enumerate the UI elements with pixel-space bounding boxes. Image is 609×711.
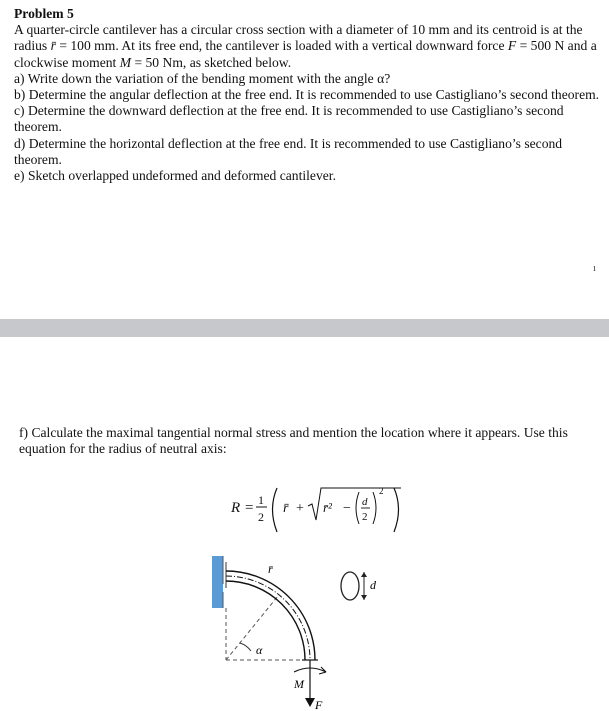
beam-outer-edge (226, 571, 315, 660)
moment-label: M (294, 677, 304, 691)
eq-rbar-squared: r̄² (323, 500, 332, 515)
question-a: a) Write down the variation of the bending moment with the angle α? (14, 70, 391, 86)
radius-dashed-line (226, 596, 278, 660)
intro-part-2: = 100 mm. At its free end, the cantilever is loaded with a vertical downward force (55, 38, 508, 54)
eq-numerator: 1 (258, 493, 264, 507)
eq-rbar: r̄ (283, 501, 289, 516)
diameter-arrow-top (361, 572, 367, 577)
question-e: e) Sketch overlapped undeformed and deformed cantilever. (14, 168, 336, 184)
force-arrowhead (305, 698, 315, 707)
eq-denominator: 2 (258, 510, 264, 524)
neutral-axis-equation (225, 476, 405, 542)
alpha-label: α (256, 643, 263, 657)
question-f: f) Calculate the maximal tangential normal stress and mention the location where it appears. Use this equation for the radius of neutral axis: (19, 425, 568, 457)
force-label: F (315, 698, 323, 711)
beam-inner-edge (226, 581, 305, 660)
problem-title: Problem 5 (14, 6, 74, 21)
diameter-arrow-bottom (361, 595, 367, 600)
eq-inner-denominator: 2 (362, 511, 368, 523)
eq-inner-paren-left (356, 492, 359, 524)
diameter-label: d (370, 578, 376, 592)
eq-inner-paren-right (373, 492, 376, 524)
symbol-F: F (507, 38, 517, 54)
radius-label: r̄ (268, 562, 273, 576)
symbol-M: M (119, 54, 132, 70)
question-b: b) Determine the angular deflection at the free end. It is recommended to use Castigliano’s second theorem. (14, 87, 600, 103)
eq-plus: + (296, 501, 304, 516)
angle-arc (240, 643, 251, 651)
cantilever-figure (190, 548, 430, 711)
eq-exponent: 2 (379, 486, 384, 496)
problem-intro (14, 22, 602, 71)
intro-part-1: A quarter-circle cantilever has a circular cross section with a diameter of 10 mm and its centroid is at the radius (14, 22, 583, 54)
symbol-r-bar: r̄ (50, 38, 56, 54)
eq-paren-right (394, 488, 399, 532)
fixed-support-wall (212, 556, 223, 608)
problem-text (14, 6, 602, 184)
intro-part-4: = 50 Nm, as sketched below. (131, 54, 292, 70)
question-c: c) Determine the downward deflection at the free end. It is recommended to use Castigliano’s second theorem. (14, 103, 564, 135)
eq-sqrt (308, 488, 401, 520)
eq-d: d (362, 496, 368, 508)
cross-section-circle (341, 572, 359, 600)
stray-mark: ı (593, 262, 597, 274)
eq-R: R (231, 500, 241, 516)
eq-minus: − (343, 501, 351, 516)
question-d: d) Determine the horizontal deflection at the free end. It is recommended to use Castigliano’s second theorem. (14, 135, 563, 167)
page-divider-band (0, 319, 609, 337)
eq-paren-left (273, 488, 278, 532)
intro-part-3: = 500 N and a clockwise moment (14, 38, 597, 70)
eq-equals: = (245, 500, 254, 516)
beam-centerline (226, 576, 310, 660)
